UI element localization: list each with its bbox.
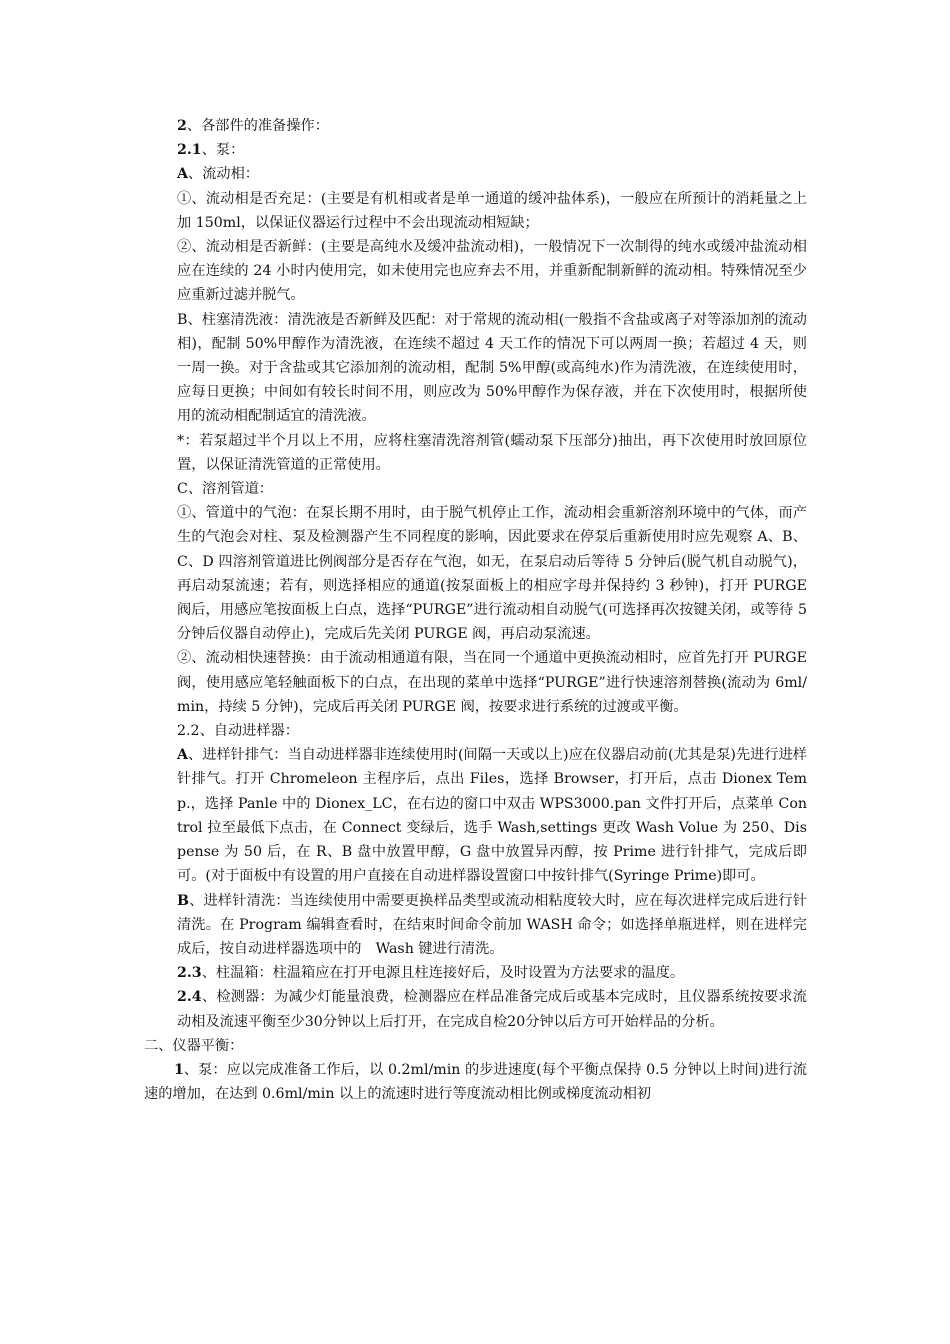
paragraph-c1: ①、管道中的气泡：在泵长期不用时，由于脱气机停止工作，流动相会重新溶剂环境中的气体，而产生的气泡会对柱、泵及检测器产生不同程度的影响，因此要求在停泵后重新使用时应先观察 A、B、C、D 四溶剂管道进比例阀部分是否存在气泡，如无，在泵启动后等待 5 分钟后(脱气机自动脱气)，再启动泵流速；若有，则选择相应的通道(按泵面板上的相应字母并保持约 3 秒钟)，打开 PURGE 阀后，用感应笔按面板上白点，选择“PURGE”进行流动相自动脱气(可选择再次按键关闭，或等待 5 分钟后仪器自动停止)，完成后先关闭 PURGE 阀，再启动泵流速。 [177, 505, 807, 643]
paragraph-2-2-b-text: 、进样针清洗：当连续使用中需要更换样品类型或流动相粘度较大时，应在每次进样完成后进行针清洗。在 Program 编辑查看时，在结束时间命令前加 WASH 命令；如选择单瓶进样，则在进样完成后，按自动进样器选项中的 Wash 键进行清洗。 [177, 892, 807, 957]
heading-a-text: 、流动相： [188, 166, 259, 183]
heading-c: C、溶剂管道： [177, 481, 273, 498]
paragraph-section-two-1-text: 、泵：应以完成准备工作后，以 0.2ml/min 的步进速度(每个平衡点保持 0.5 分钟以上时间)进行流速的增加，在达到 0.6ml/min 以上的流速时进行等度流动相比例或梯度流动相初 [144, 1061, 807, 1103]
paragraph-note: *：若泵超过半个月以上不用，应将柱塞清洗溶剂管(蠕动泵下压部分)抽出，再下次使用时放回原位置，以保证清洗管道的正常使用。 [177, 432, 807, 473]
paragraph-2-3-label: 2.3 [177, 965, 202, 982]
heading-2-2: 2.2、自动进样器： [177, 723, 299, 740]
heading-section-two: 二、仪器平衡： [144, 1037, 244, 1054]
paragraph-2-4 [177, 985, 807, 1033]
paragraph-b: B、柱塞清洗液：清洗液是否新鲜及匹配：对于常规的流动相(一般指不含盐或离子对等添加剂的流动相)，配制 50%甲醇作为清洗液，在连续不超过 4 天工作的情况下可以两周一换；若超过 4 天，则一周一换。对于含盐或其它添加剂的流动相，配制 5%甲醇(或高纯水)作为清洗液，在连续使用时，应每日更换；中间如有较长时间不用，则应改为 50%甲醇作为保存液，并在下次使用时，根据所使用的流动相配制适宜的清洗液。 [177, 311, 807, 425]
paragraph-2-2-a-text: 、进样针排气：当自动进样器非连续使用时(间隔一天或以上)应在仪器启动前(尤其是泵)先进行进样针排气。打开 Chromeleon 主程序后，点出 Files，选择 Browser，打开后，点击 Dionex Temp.，选择 Panle 中的 Dionex_LC，在右边的窗口中双击 WPS3000.pan 文件打开后，点菜单 Control 拉至最低下点击，在 Connect 变绿后，选手 Wash,settings 更改 Wash Volue 为 250、Dispense 为 50 后，在 R、B 盘中放置甲醇，G 盘中放置异丙醇，按 Prime 进行针排气，完成后即可。(对于面板中有设置的用户直接在自动进样器设置窗口中按针排气(Syringe Prime)即可。 [177, 747, 807, 885]
heading-2-1-number: 2.1 [177, 142, 202, 159]
paragraph-2-2-b-label: B [177, 892, 189, 909]
heading-2-text: 、各部件的准备操作： [186, 118, 329, 134]
paragraph-2-4-text: 、检测器：为减少灯能量浪费，检测器应在样品准备完成后或基本完成时，且仪器系统按要求流动相及流速平衡至少30分钟以上后打开，在完成自检20分钟以后方可开始样品的分析。 [177, 989, 807, 1030]
paragraph-2-3-text: 、柱温箱：柱温箱应在打开电源且柱连接好后，及时设置为方法要求的温度。 [201, 965, 685, 982]
heading-2-1 [177, 138, 807, 162]
paragraph-section-two-1-label: 1 [174, 1061, 184, 1078]
paragraph-2-2-b [177, 889, 807, 962]
paragraph-2-4-label: 2.4 [177, 989, 202, 1006]
paragraph-a2: ②、流动相是否新鲜：(主要是高纯水及缓冲盐流动相)，一般情况下一次制得的纯水或缓冲盐流动相应在连续的 24 小时内使用完，如未使用完也应弃去不用，并重新配制新鲜的流动相。特殊情况至少应重新过滤并脱气。 [177, 239, 807, 304]
heading-2-1-text: 、泵： [201, 142, 245, 159]
heading-a-mobile-phase [177, 162, 807, 186]
section-two [144, 1034, 807, 1107]
paragraph-2-2-a [177, 743, 807, 888]
paragraph-2-3 [177, 961, 807, 985]
heading-2-number: 2 [177, 118, 187, 134]
heading-2 [177, 114, 807, 138]
heading-a-letter: A [177, 166, 189, 183]
paragraph-2-2-a-label: A [177, 747, 189, 764]
paragraph-c2: ②、流动相快速替换：由于流动相通道有限，当在同一个通道中更换流动相时，应首先打开 PURGE 阀，使用感应笔轻触面板下的白点，在出现的菜单中选择“PURGE”进行快速溶剂替换(流动为 6ml/min，持续 5 分钟)，完成后再关闭 PURGE 阀，按要求进行系统的过渡或平衡。 [177, 650, 807, 715]
paragraph-section-two-1 [144, 1058, 807, 1106]
document-body [144, 114, 807, 1106]
paragraph-a1: ①、流动相是否充足：(主要是有机相或者是单一通道的缓冲盐体系)，一般应在所预计的消耗量之上加 150ml，以保证仪器运行过程中不会出现流动相短缺； [177, 190, 807, 231]
